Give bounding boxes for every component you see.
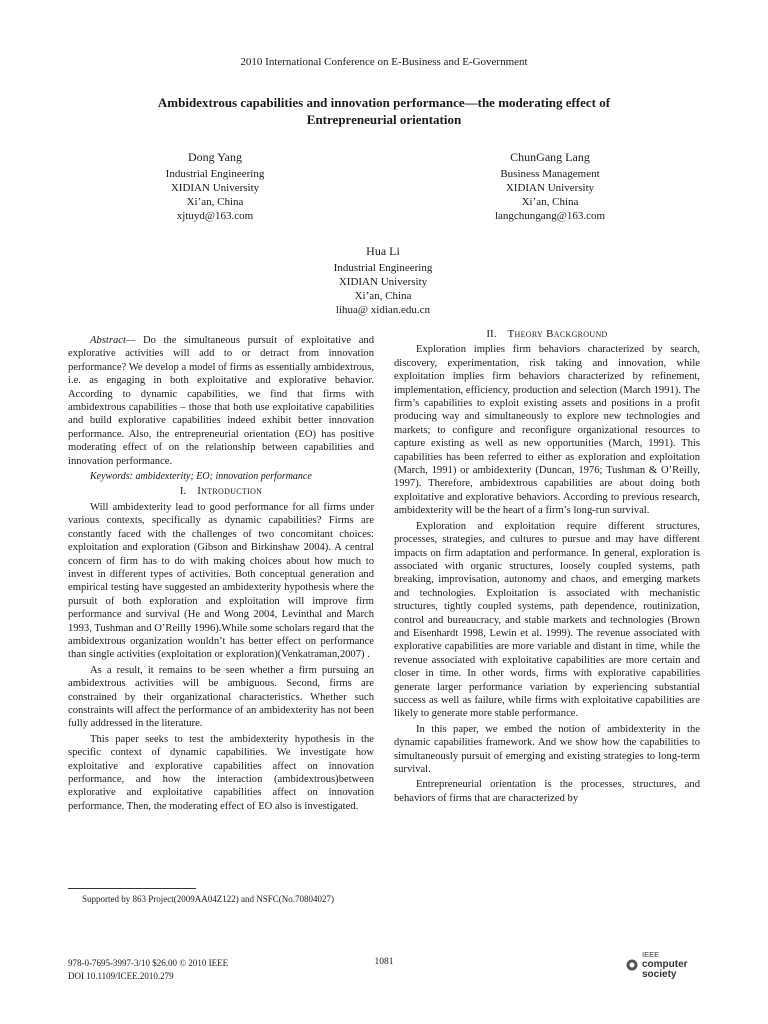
abstract-label: Abstract— xyxy=(90,335,136,346)
title-line-2: Entrepreneurial orientation xyxy=(306,112,462,127)
paper-title xyxy=(110,94,658,128)
author-univ: XIDIAN University xyxy=(505,182,595,194)
author-dept: Industrial Engineering xyxy=(333,262,433,274)
keywords-text: ambidexterity; EO; innovation performance xyxy=(132,471,312,483)
author-univ: XIDIAN University xyxy=(170,182,260,194)
footnote-divider xyxy=(68,888,196,889)
author-block-3 xyxy=(283,244,483,317)
logo-line-1: IEEE xyxy=(642,950,660,959)
author-univ: XIDIAN University xyxy=(338,276,428,288)
page-number: 1081 xyxy=(374,957,394,967)
theory-paragraph-3: In this paper, we embed the notion of ambidexterity in the dynamic capabilities framework. And we show how the capabilities to simultaneously pursuit of emerging and existing strategies to long-term survival. xyxy=(394,723,700,775)
section-title: Theory Background xyxy=(507,328,608,340)
intro-paragraph-2: As a result, it remains to be seen whether a firm pursuing an ambidextrous activities will be ambiguous. Second, firms are constrained by their organizational characteristics. Whether such constraints will affect the performance of an ambidexterity has not been fully addressed in the literature. xyxy=(68,664,374,730)
abstract xyxy=(68,334,374,468)
conference-header: 2010 International Conference on E-Business and E-Government xyxy=(240,56,528,68)
keywords xyxy=(68,470,374,483)
author-city: Xi’an, China xyxy=(186,196,244,208)
author-name: ChunGang Lang xyxy=(510,150,590,164)
author-email[interactable]: langchungang@163.com xyxy=(494,210,606,222)
abstract-text: Do the simultaneous pursuit of exploitative and explorative activities will add to or detract from innovation performance? We develop a model of firms as essentially ambidextrous, i.e. as engaging in both exploitative and explorative behavior. According to dynamic capabilities, we find that firms with ambidextrous capabilities – those that both use exploitative capabilities and build explorative capabilities indeed exhibit better innovation performance. Also, the entrepreneurial orientation (EO) has positive moderating effect of on the relationship between capabilities and innovation performance. xyxy=(68,335,374,467)
keywords-label: Keywords: xyxy=(90,471,133,483)
author-dept: Industrial Engineering xyxy=(165,168,265,180)
section-number: II. xyxy=(486,328,497,340)
section-number: I. xyxy=(179,485,187,498)
doi-line[interactable]: DOI 10.1109/ICEE.2010.279 xyxy=(68,971,174,981)
author-name: Hua Li xyxy=(366,244,400,258)
author-block-2 xyxy=(450,150,650,223)
section-title: Introduction xyxy=(197,485,263,498)
intro-paragraph-3: This paper seeks to test the ambidexterity hypothesis in the specific context of dynamic capabilities. We investigate how exploitative and explorative capabilities affect on innovation performance, and how the interaction (ambidextrous)between explorative and exploitative capabilities affect on innovation performance. Then, the moderating effect of EO also is investigated. xyxy=(68,733,374,812)
intro-paragraph-1: Will ambidexterity lead to good performance for all firms under various contexts, specifically as dynamic capabilities? Firms are constantly faced with the challenges of two concomitant choices: exploitation and exploration (Gibson and Birkinshaw 2004). A central concern of firm has to do with making choices about how much to invest in different types of activities. Both conceptual generation and empirical testing have suggested an ambidexterity hypothesis where the pursuit of both exploration and exploitation will improve firm performance and survival (He and Wong 2004, Levinthal and March 1993, Tushman and O’Reilly 1996).While some scholars regard that the ambidextrous organization wouldn’t has better effect on performance than single activities (exploitation or exploration)(Venkatraman,2007) . xyxy=(68,501,374,661)
logo-line-3: society xyxy=(642,968,677,980)
theory-paragraph-1: Exploration implies firm behaviors characterized by search, discovery, experimentation, risk taking and innovation, while exploitation implies firm behaviors characterized by refinement, implementation, efficiency, production and selection (March 1991). The firm’s capabilities to exploit existing assets and positions in a profit producing way and simultaneously to explore new technologies and markets; to configure and reconfigure organizational resources to capture existing as well as new opportunities (March, 1991). This capabilities has been referred to either as exploration and exploitation (March, 1991) or ambidexterity (Duncan, 1976; Tushman & O’Reilly, 1997). Therefore, ambidextrous capabilities are about doing both exploitative and explorative behaviors. According to previous research, ambidexterity will be the heart of a firm’s long-run survival. xyxy=(394,344,700,517)
author-city: Xi’an, China xyxy=(354,290,412,302)
footnote: Supported by 863 Project(2009AA04Z122) and NSFC(No.70804027) xyxy=(82,894,334,904)
logo-text xyxy=(642,951,688,980)
author-city: Xi’an, China xyxy=(521,196,579,208)
right-column xyxy=(394,328,700,807)
author-name: Dong Yang xyxy=(187,150,242,164)
title-line-1: Ambidextrous capabilities and innovation performance—the moderating effect of xyxy=(157,95,611,110)
ieee-logo-icon xyxy=(626,959,638,971)
section-heading-introduction xyxy=(68,485,374,498)
logo-line-2: computer xyxy=(642,958,688,970)
section-heading-theory xyxy=(394,328,700,341)
theory-paragraph-4: Entrepreneurial orientation is the processes, structures, and behaviors of firms that are characterized by xyxy=(394,779,700,804)
author-email[interactable]: xjtuyd@163.com xyxy=(176,210,254,222)
left-column xyxy=(68,334,374,815)
theory-paragraph-2: Exploration and exploitation require different structures, processes, strategies, and cultures to pursue and may have different impacts on firm adaptation and performance. In general, exploration is associated with organic structures, loosely coupled systems, path breaking, improvisation, autonomy and chaos, and emerging markets and technologies. Exploitation is associated with mechanistic structures, tightly coupled systems, path dependence, routinization, control and bureaucracy, and stable markets and technologies (Brown and Eisenhardt 1998, Lewin et al. 1999). The revenue associated with explorative capabilities are more variable and distant in time, while the revenue associated with exploitative capabilities are more certain and closer in time. In other words, firms with explorative capabilities generate larger performance variation by experiencing substantial success as well as failure, while firms with exploitative capabilities are likely to generate more stable performance. xyxy=(394,520,700,720)
author-email[interactable]: lihua@ xidian.edu.cn xyxy=(335,304,431,316)
author-dept: Business Management xyxy=(500,168,600,180)
isbn-line: 978-0-7695-3997-3/10 $26.00 © 2010 IEEE xyxy=(68,958,229,968)
ieee-computer-society-logo xyxy=(626,950,706,980)
author-block-1 xyxy=(115,150,315,223)
